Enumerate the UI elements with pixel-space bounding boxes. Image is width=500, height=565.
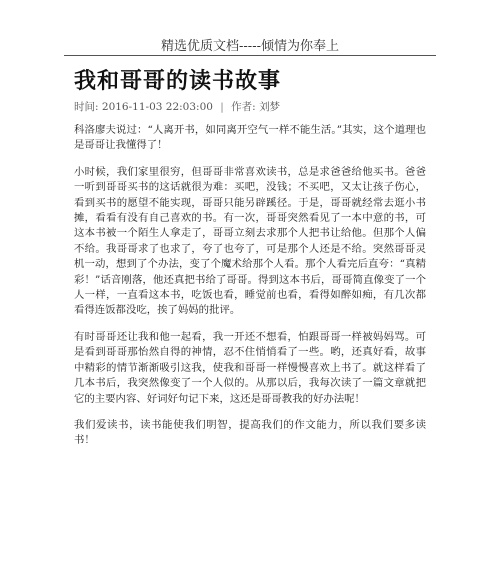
paragraph: 有时哥哥还让我和他一起看，我一开还不想看，怕跟哥哥一样被妈妈骂。可是看到哥哥那怡然自得的神情，忍不住悄悄看了一些。哟，还真好看，故事中精彩的情节渐渐吸引这我，使我和哥哥一样慢慢喜欢上书了。就这样看了几本书后，我突然像变了一个人似的。从那以后，我每次读了一篇文章就把它的主要内容、好词好句记下来，这还是哥哥教我的好办法呢！ [74,330,426,405]
paragraph: 小时候，我们家里很穷，但哥哥非常喜欢读书，总是求爸爸给他买书。爸爸一听到哥哥买书的这话就很为难：买吧，没钱；不买吧，又太让孩子伤心，看到买书的愿望不能实现，哥哥只能另辟蹊径。于是，哥哥就经常去逛小书摊，看看有没有自己喜欢的书。有一次，哥哥突然看见了一本中意的书，可这本书被一个陌生人拿走了，哥哥立刻去求那个人把书让给他。但那个人偏不给。我哥哥求了也求了，夸了也夸了，可是那个人还是不给。突然哥哥灵机一动，想到了个办法，变了个魔术给那个人看。那个人看完后直夸：“真精彩！”话音刚落，他还真把书给了哥哥。得到这本书后，哥哥简直像变了一个人一样，一直看这本书，吃饭也看，睡觉前也看，看得如醉如痴，有几次都看得连饭都没吃，挨了妈妈的批评。 [74,165,426,317]
time-label: 时间: [74,101,99,113]
paragraph: 我们爱读书，读书能使我们明智，提高我们的作文能力，所以我们要多读书！ [74,418,426,447]
paragraph: 科洛廖夫说过：“人离开书，如同离开空气一样不能生活。”其实，这个道理也是哥哥让我懂得了！ [74,124,426,152]
publish-time: 2016-11-03 22:03:00 [101,101,213,113]
author-name: 刘梦 [259,101,281,113]
header-divider [64,55,436,56]
article-title: 我和哥哥的读书故事 [74,68,282,94]
author-label: 作者: [231,101,256,113]
article-body [74,123,426,460]
meta-separator: | [220,101,224,113]
article-meta [74,99,280,114]
page-header: 精选优质文档-----倾情为你奉上 [161,39,339,54]
